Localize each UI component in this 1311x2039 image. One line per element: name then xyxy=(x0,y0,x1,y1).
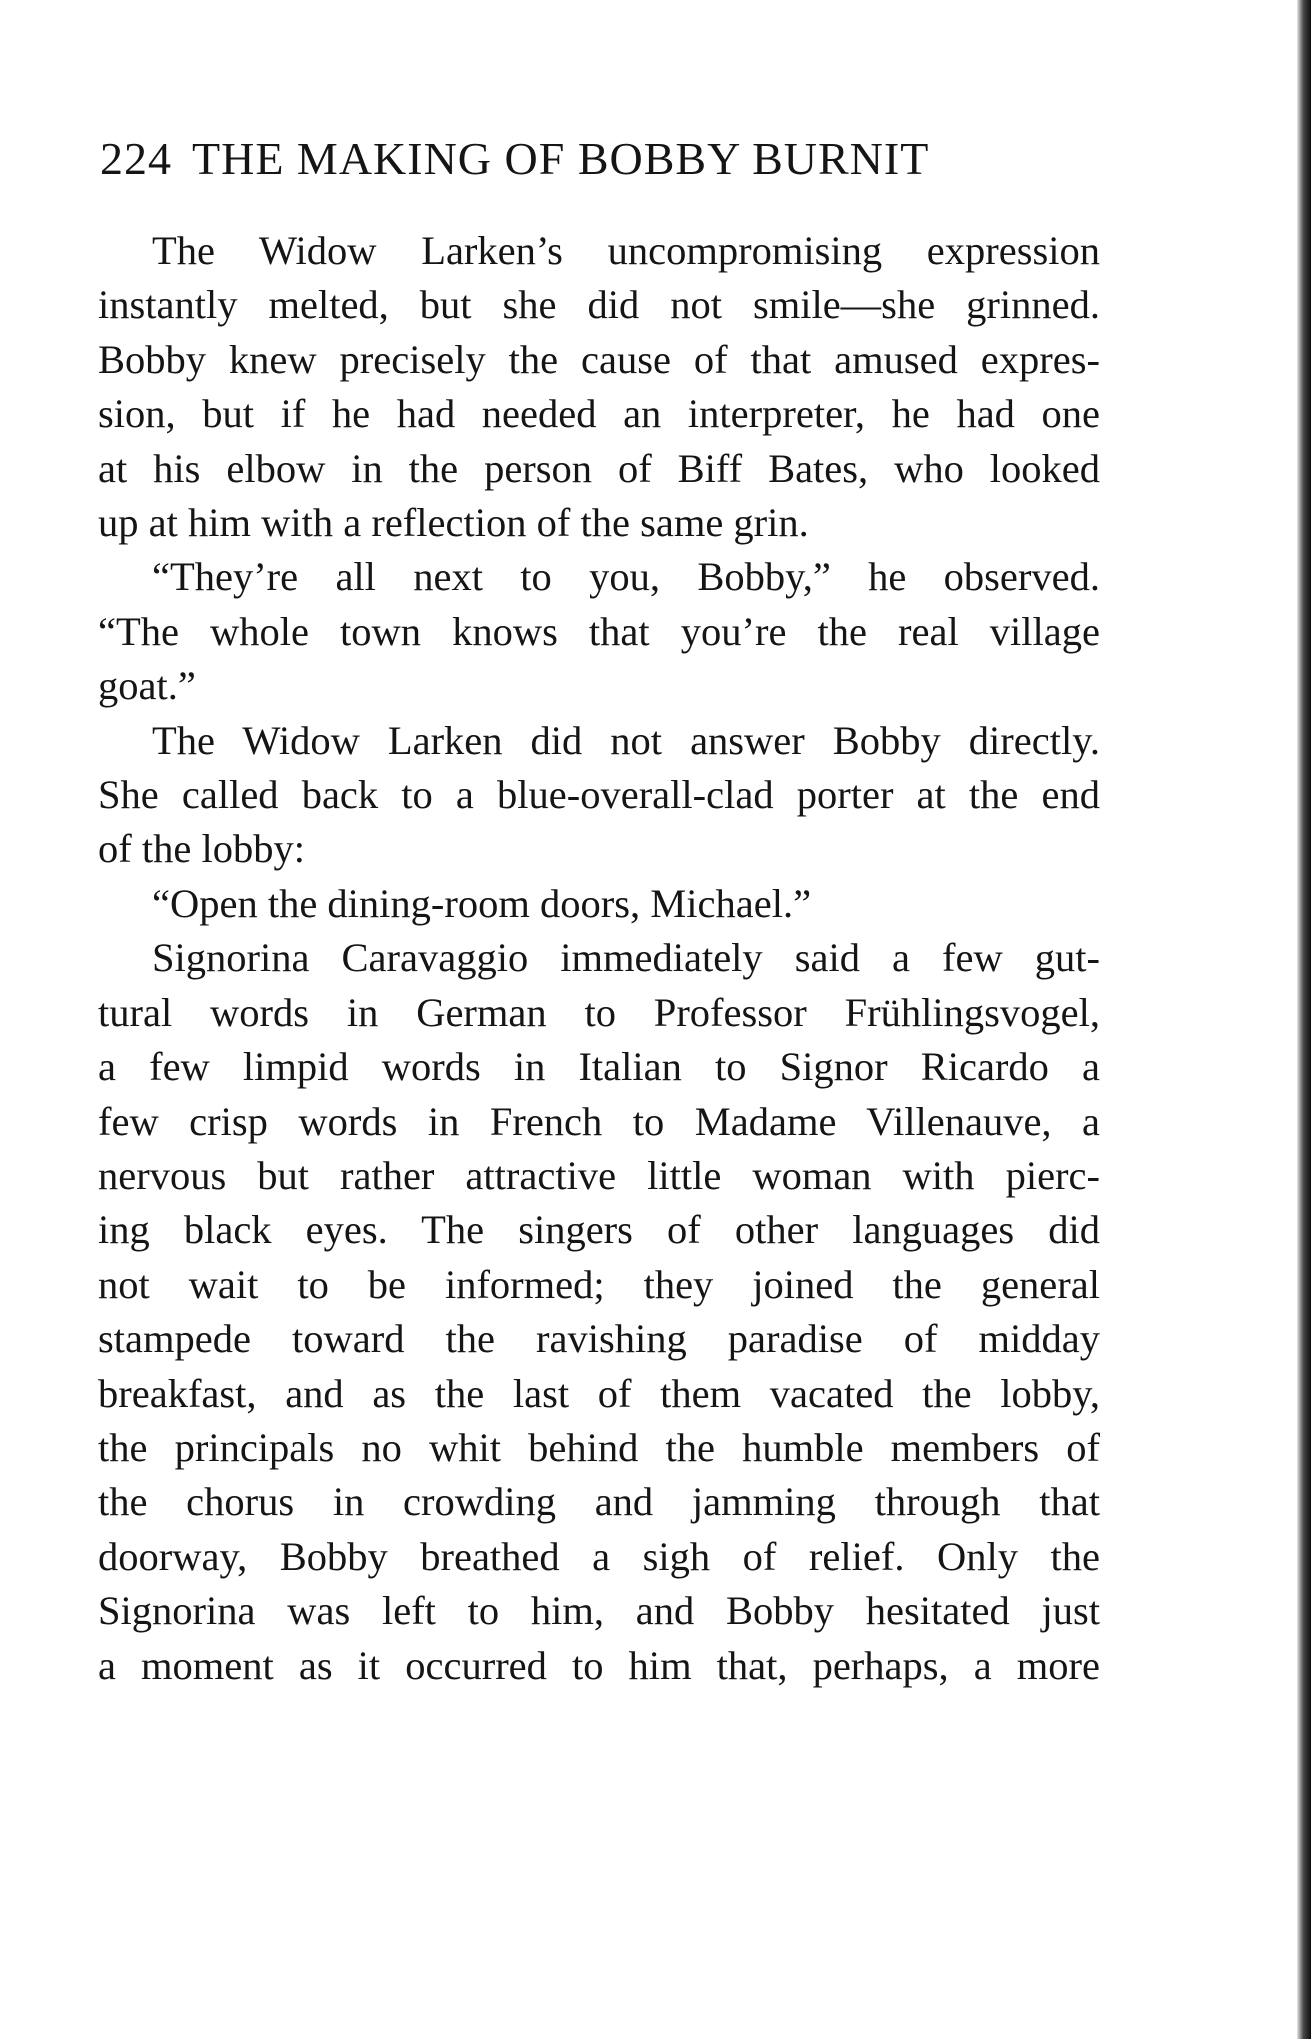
text-line: The Widow Larken’s uncompromising expression xyxy=(152,228,1100,273)
text-line: at his elbow in the person of Biff Bates, who looked xyxy=(98,445,1100,491)
text-line: ing black eyes. The singers of other languages did xyxy=(98,1207,1100,1253)
text-line: sion, but if he had needed an interpreter, he had one xyxy=(98,391,1100,437)
text-line: doorway, Bobby breathed a sigh of relief. Only the xyxy=(98,1533,1100,1579)
text-line: The Widow Larken did not answer Bobby directly. xyxy=(152,717,1100,763)
text-line: Bobby knew precisely the cause of that amused expres- xyxy=(98,336,1100,382)
text-line: goat.” xyxy=(98,663,196,709)
text-line: a moment as it occurred to him that, perhaps, a more xyxy=(98,1642,1100,1688)
text-line: “They’re all next to you, Bobby,” he observed. xyxy=(152,554,1100,600)
text-line: “Open the dining-room doors, Michael.” xyxy=(152,880,812,926)
running-header xyxy=(100,132,929,185)
text-line: of the lobby: xyxy=(98,826,305,872)
text-line: Signorina was left to him, and Bobby hesitated just xyxy=(98,1588,1100,1634)
page-number: 224 xyxy=(100,133,172,184)
text-line: tural words in German to Professor Frühlingsvogel, xyxy=(98,989,1100,1035)
text-line: a few limpid words in Italian to Signor Ricardo a xyxy=(98,1044,1100,1090)
text-line: not wait to be informed; they joined the general xyxy=(98,1261,1100,1307)
text-line: “The whole town knows that you’re the real village xyxy=(98,608,1100,654)
text-line: up at him with a reflection of the same grin. xyxy=(98,500,809,546)
page-edge-shadow xyxy=(1297,0,1311,2039)
text-line: the principals no whit behind the humble members of xyxy=(98,1424,1100,1470)
text-line: few crisp words in French to Madame Villenauve, a xyxy=(98,1098,1100,1144)
text-line: She called back to a blue-overall-clad porter at the end xyxy=(98,772,1100,818)
text-line: stampede toward the ravishing paradise of midday xyxy=(98,1316,1100,1362)
text-line: nervous but rather attractive little woman with pierc- xyxy=(98,1152,1100,1198)
text-line: the chorus in crowding and jamming through that xyxy=(98,1479,1100,1525)
text-line: instantly melted, but she did not smile—she grinned. xyxy=(98,282,1100,328)
text-line: Signorina Caravaggio immediately said a few gut- xyxy=(152,935,1100,981)
running-title: THE MAKING OF BOBBY BURNIT xyxy=(192,133,930,184)
body-text xyxy=(98,224,1100,1693)
text-line: breakfast, and as the last of them vacated the lobby, xyxy=(98,1370,1100,1416)
